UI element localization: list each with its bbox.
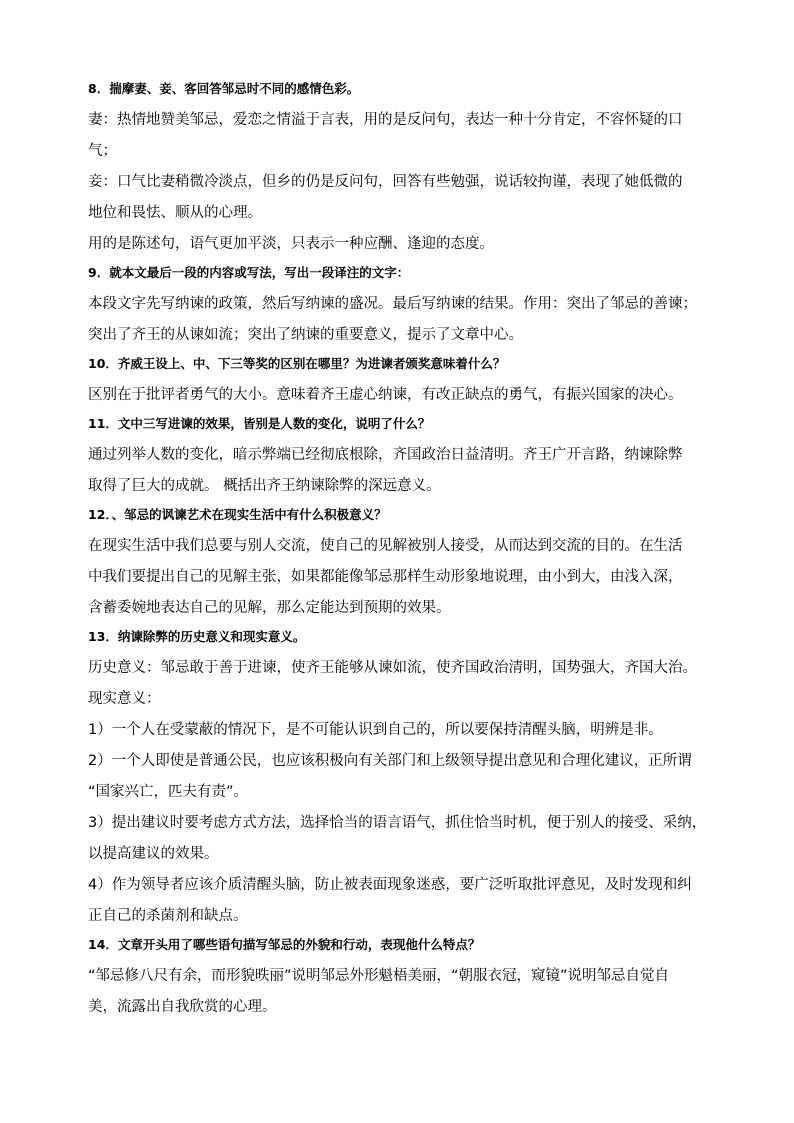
question-9: 9．就本文最后一段的内容或写法，写出一段译注的文字： xyxy=(88,265,410,280)
question-11: 11．文中三写进谏的效果，皆别是人数的变化，说明了什么？ xyxy=(88,416,431,431)
answer-line: 历史意义：邹忌敢于善于进谏，使齐王能够从谏如流，使齐国政治清明，国势强大，齐国大治。 xyxy=(88,660,697,676)
answer-line: 气； xyxy=(88,143,117,159)
question-13: 13．纳谏除弊的历史意义和现实意义。 xyxy=(88,629,306,644)
answer-line: 在现实生活中我们总要与别人交流，使自己的见解被别人接受，从而达到交流的目的。在生活 xyxy=(88,538,683,554)
answer-line: 现实意义： xyxy=(88,691,161,707)
answer-line: 本段文字先写纳谏的政策，然后写纳谏的盛况。最后写纳谏的结果。作用：突出了邹忌的善谏； xyxy=(88,296,697,312)
question-8: 8．揣摩妻、妾、客回答邹忌时不同的感情色彩。 xyxy=(88,81,360,96)
answer-line: 正自己的杀菌剂和缺点。 xyxy=(88,908,248,924)
answer-line: 1）一个人在受蒙蔽的情况下，是不可能认识到自己的，所以要保持清醒头脑，明辨是非。 xyxy=(88,722,663,738)
answer-line: 妾：口气比妻稍微冷淡点，但乡的仍是反问句，回答有些勉强，说话较拘谨，表现了她低微的 xyxy=(88,174,683,190)
document-page xyxy=(88,76,728,1023)
answer-line: 含蓄委婉地表达自己的见解，那么定能达到预期的效果。 xyxy=(88,600,451,616)
answer-line: 美，流露出自我欣赏的心理。 xyxy=(88,999,277,1015)
answer-line: “国家兴亡，匹夫有责”。 xyxy=(88,784,249,800)
answer-line: 区别在于批评者勇气的大小。意味着齐王虚心纳谏，有改正缺点的勇气，有振兴国家的决心。 xyxy=(88,387,683,403)
answer-line: 妻：热情地赞美邹忌，爱恋之情溢于言表，用的是反问句，表达一种十分肯定，不容怀疑的口 xyxy=(88,112,683,128)
question-14: 14．文章开头用了哪些语句描写邹忌的外貌和行动，表现他什么特点？ xyxy=(88,937,481,952)
answer-line: 取得了巨大的成就。 概括出齐王纳谏除弊的深远意义。 xyxy=(88,478,441,494)
answer-line: 2）一个人即使是普通公民，也应该积极向有关部门和上级领导提出意见和合理化建议，正所谓 xyxy=(88,753,692,769)
answer-line: 地位和畏怯、顺从的心理。 xyxy=(88,205,262,221)
question-12: 12．、邹忌的讽谏艺术在现实生活中有什么积极意义？ xyxy=(88,507,387,522)
answer-line: 以提高建议的效果。 xyxy=(88,846,219,862)
answer-line: 通过列举人数的变化，暗示弊端已经彻底根除，齐国政治日益清明。齐王广开言路，纳谏除弊 xyxy=(88,447,683,463)
answer-line: “邹忌修八尺有余，而形貌昳丽”说明邹忌外形魁梧美丽，“朝服衣冠，窥镜”说明邹忌自觉自 xyxy=(88,968,670,984)
answer-line: 4）作为领导者应该介质清醒头脑，防止被表面现象迷惑，要广泛听取批评意见，及时发现和纠 xyxy=(88,877,692,893)
answer-line: 突出了齐王的从谏如流；突出了纳谏的重要意义，提示了文章中心。 xyxy=(88,327,523,343)
answer-line: 用的是陈述句，语气更加平淡，只表示一种应酬、逢迎的态度。 xyxy=(88,236,494,252)
answer-line: 3）提出建议时要考虑方式方法，选择恰当的语言语气，抓住恰当时机，便于别人的接受、采纳， xyxy=(88,815,707,831)
question-10: 10．齐威王设上、中、下三等奖的区别在哪里？为进谏者颁奖意味着什么？ xyxy=(88,356,506,371)
answer-line: 中我们要提出自己的见解主张，如果都能像邹忌那样生动形象地说理，由小到大，由浅入深， xyxy=(88,569,683,585)
